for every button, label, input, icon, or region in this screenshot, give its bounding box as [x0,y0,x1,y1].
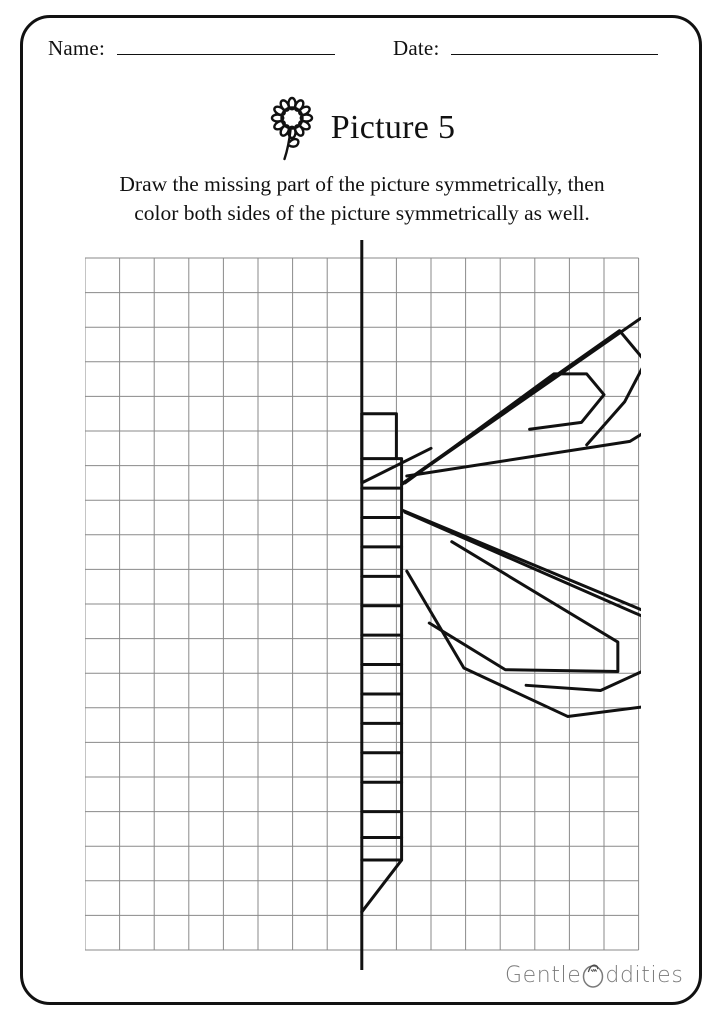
name-label: Name: [48,36,105,60]
instruction-line-1: Draw the missing part of the picture symmetrically, then [119,172,605,196]
bird-in-o-icon [580,961,606,989]
brand-logo [505,958,685,992]
brand-text-right: ddities [605,962,684,988]
symmetry-grid[interactable] [85,240,641,980]
title-row [0,92,724,164]
worksheet-grid-area[interactable] [85,240,641,980]
header-row [48,36,678,70]
instruction-line-2: color both sides of the picture symmetrically as well. [134,201,590,225]
lower-wing-outer [403,511,641,717]
instructions [42,170,682,228]
lower-wing-inner-vein [405,512,641,690]
brand-text-left: Gentle [505,962,582,988]
name-write-line[interactable] [117,53,335,55]
page-title: Picture 5 [330,109,456,146]
dragonfly-drawing [362,319,641,912]
date-field[interactable] [393,36,658,61]
name-field[interactable] [48,36,335,61]
date-write-line[interactable] [451,53,658,55]
date-label: Date: [393,36,440,60]
flower-icon [269,95,315,165]
upper-wing-cell [405,374,604,483]
